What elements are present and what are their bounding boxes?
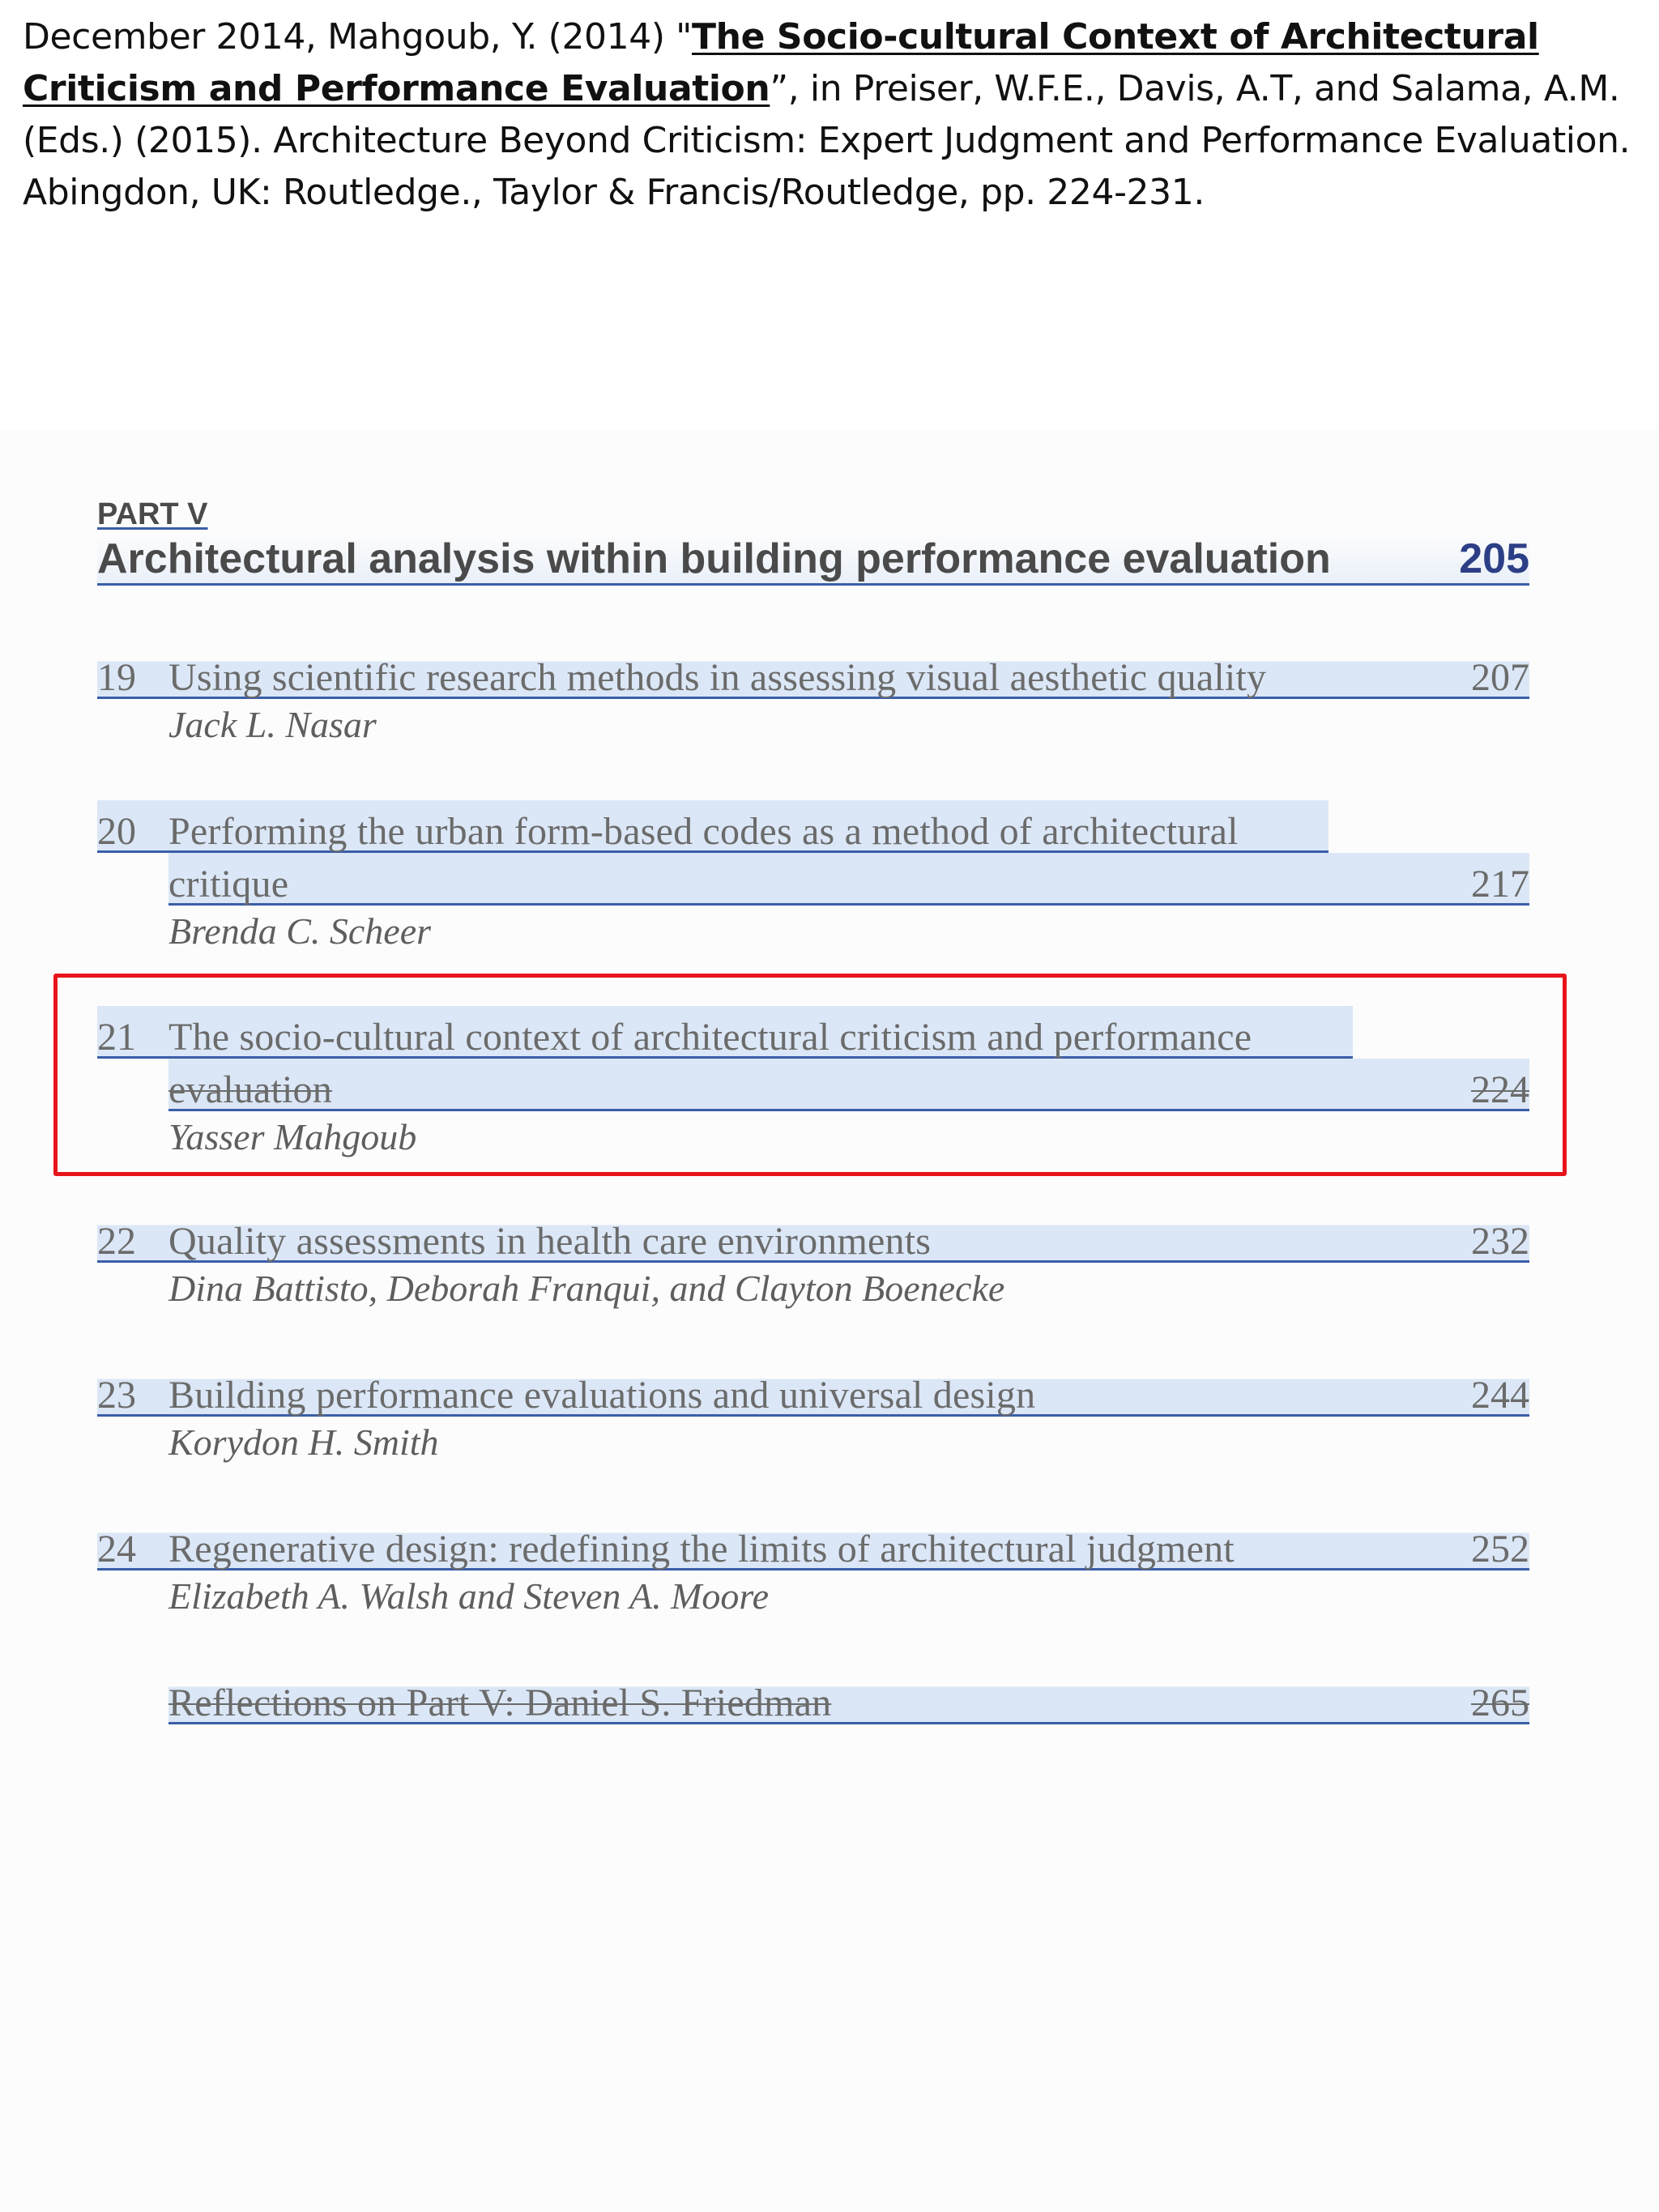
toc-entry-link[interactable] [168,1672,1529,1724]
chapter-author: Brenda C. Scheer [168,910,432,952]
red-highlight-box [53,974,1567,1176]
chapter-title: Regenerative design: redefining the limits of architectural judgment [168,1528,1235,1571]
chapter-number: 20 [97,810,136,853]
chapter-page: 207 [1471,656,1529,699]
toc-entry [97,646,1529,751]
toc-entry [97,800,1529,957]
chapter-title-link[interactable]: The Socio-cultural Context of Architectural Criticism and Performance Evaluation [23,16,1539,109]
chapter-author: Dina Battisto, Deborah Franqui, and Clayton Boenecke [168,1268,1005,1309]
reflections-page: 265 [1471,1681,1529,1724]
chapter-author: Elizabeth A. Walsh and Steven A. Moore [168,1575,770,1617]
chapter-number: 21 [97,1016,136,1059]
chapter-page: 217 [1471,863,1529,906]
toc-entry-link[interactable] [97,1210,1529,1263]
toc-entry-reflections [97,1672,1529,1724]
toc-entry [97,1364,1529,1468]
chapter-page: 252 [1471,1528,1529,1571]
chapter-title: The socio-cultural context of architectural criticism and performance [168,1016,1252,1059]
toc-entry-link-continued[interactable] [168,853,1529,906]
chapter-author: Korydon H. Smith [168,1421,439,1463]
toc-entry-link[interactable] [97,800,1328,853]
citation-prefix: December 2014, Mahgoub, Y. (2014) " [23,16,693,58]
chapter-author: Yasser Mahgoub [168,1116,417,1157]
chapter-page: 232 [1471,1220,1529,1263]
toc-entry-link[interactable] [97,1364,1529,1417]
table-of-contents-image [0,429,1659,2212]
part-label[interactable]: PART V [97,497,208,531]
toc-entry-link[interactable] [97,1518,1529,1571]
part-heading-row[interactable] [97,535,1529,586]
toc-entry [97,1210,1529,1315]
citation-text [23,11,1635,219]
chapter-number: 24 [97,1528,136,1571]
chapter-title: Building performance evaluations and universal design [168,1374,1036,1417]
part-page-number: 205 [1459,535,1529,582]
toc-entry-link[interactable] [97,646,1529,699]
chapter-title: Performing the urban form-based codes as a method of architectural [168,810,1239,853]
chapter-number: 22 [97,1220,136,1263]
chapter-title: Quality assessments in health care environments [168,1220,932,1263]
chapter-number: 23 [97,1374,136,1417]
chapter-number: 19 [97,656,136,699]
citation-suffix: ”, in Preiser, W.F.E., Davis, A.T, and Salama, A.M. (Eds.) (2015). Architecture Beyond Criticism: Expert Judgment and Performance Evaluation. Abingdon, UK: Routledge., Taylor & Francis/Routledge, pp. 224-231. [23,68,1631,213]
chapter-title-continued: evaluation [168,1068,332,1111]
toc-entry [97,1518,1529,1622]
chapter-page: 244 [1471,1374,1529,1417]
reflections-title: Reflections on Part V: Daniel S. Friedman [168,1681,832,1724]
chapter-page: 224 [1471,1068,1529,1111]
chapter-title-continued: critique [168,863,289,906]
chapter-title: Using scientific research methods in assessing visual aesthetic quality [168,656,1267,699]
part-title: Architectural analysis within building performance evaluation [97,535,1331,582]
chapter-author: Jack L. Nasar [168,704,377,745]
